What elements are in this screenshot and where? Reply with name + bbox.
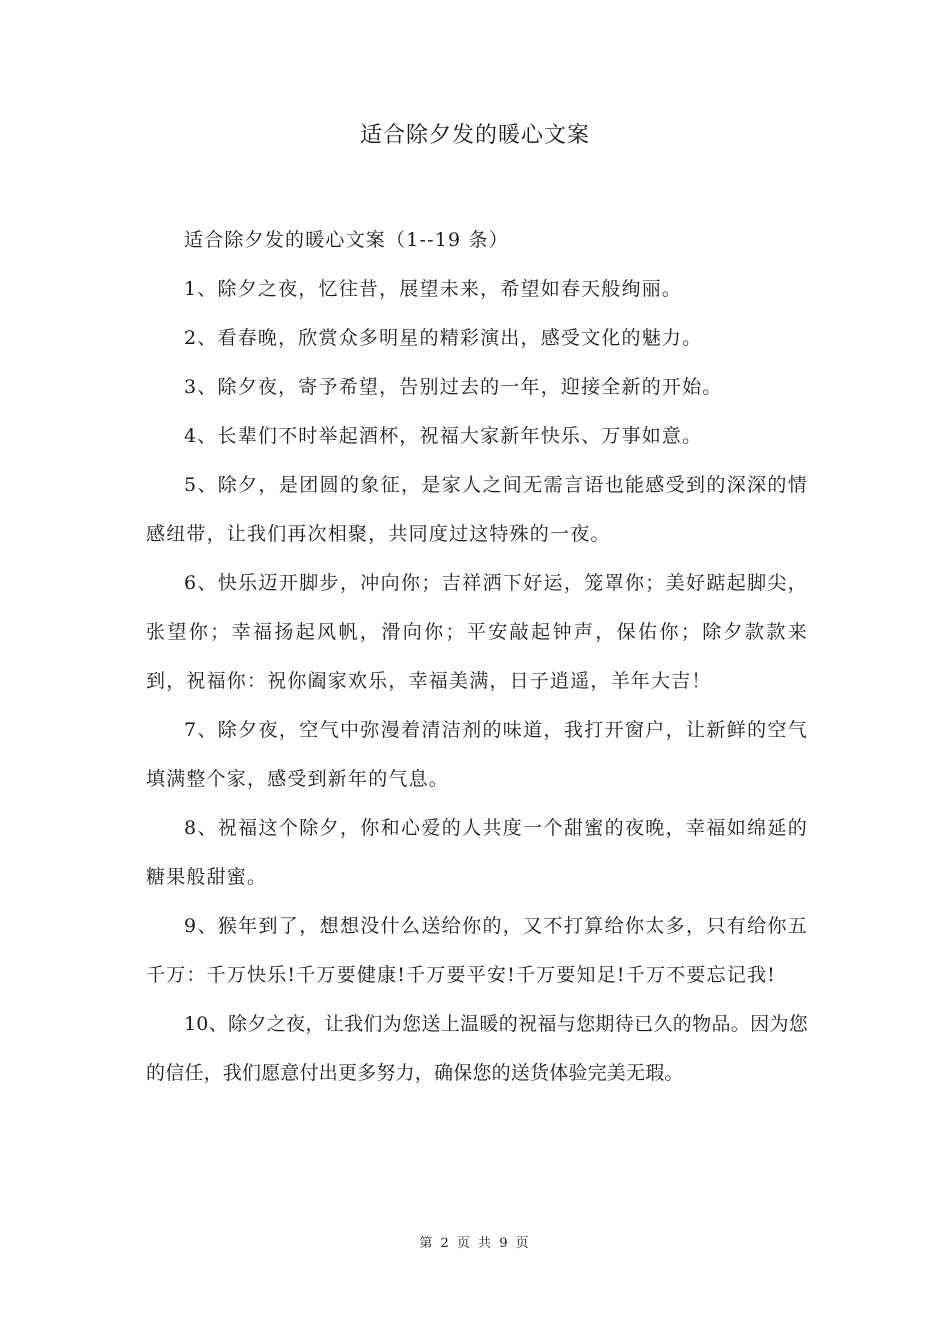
- list-item: 4、长辈们不时举起酒杯，祝福大家新年快乐、万事如意。: [184, 425, 703, 447]
- list-item: 3、除夕夜，寄予希望，告别过去的一年，迎接全新的开始。: [184, 376, 723, 398]
- list-item: 7、除夕夜，空气中弥漫着清洁剂的味道，我打开窗户，让新鲜的空气填满整个家，感受到新年的气息。: [146, 719, 808, 790]
- list-item: 1、除夕之夜，忆往昔，展望未来，希望如春天般绚丽。: [184, 278, 683, 300]
- section-heading: 适合除夕发的暖心文案（1--19 条）: [184, 229, 509, 251]
- list-item: 2、看春晚，欣赏众多明星的精彩演出，感受文化的魅力。: [184, 327, 703, 349]
- document-title: 适合除夕发的暖心文案: [359, 123, 590, 148]
- list-item: 8、祝福这个除夕，你和心爱的人共度一个甜蜜的夜晚，幸福如绵延的糖果般甜蜜。: [146, 817, 808, 888]
- page-footer: 第 2 页 共 9 页: [419, 1236, 531, 1251]
- list-item: 5、除夕，是团圆的象征，是家人之间无需言语也能感受到的深深的情感纽带，让我们再次相聚，共同度过这特殊的一夜。: [146, 474, 808, 545]
- list-item: 10、除夕之夜，让我们为您送上温暖的祝福与您期待已久的物品。因为您的信任，我们愿意付出更多努力，确保您的送货体验完美无瑕。: [146, 1013, 808, 1084]
- list-item: 6、快乐迈开脚步，冲向你；吉祥洒下好运，笼罩你；美好踮起脚尖，张望你；幸福扬起风帆，滑向你；平安敲起钟声，保佑你；除夕款款来到，祝福你：祝你阖家欢乐，幸福美满，日子逍遥，羊年大吉！: [146, 572, 808, 692]
- list-item: 9、猴年到了，想想没什么送给你的，又不打算给你太多，只有给你五千万：千万快乐!千万要健康!千万要平安!千万要知足!千万不要忘记我!: [146, 915, 808, 986]
- document-body: [146, 216, 808, 1098]
